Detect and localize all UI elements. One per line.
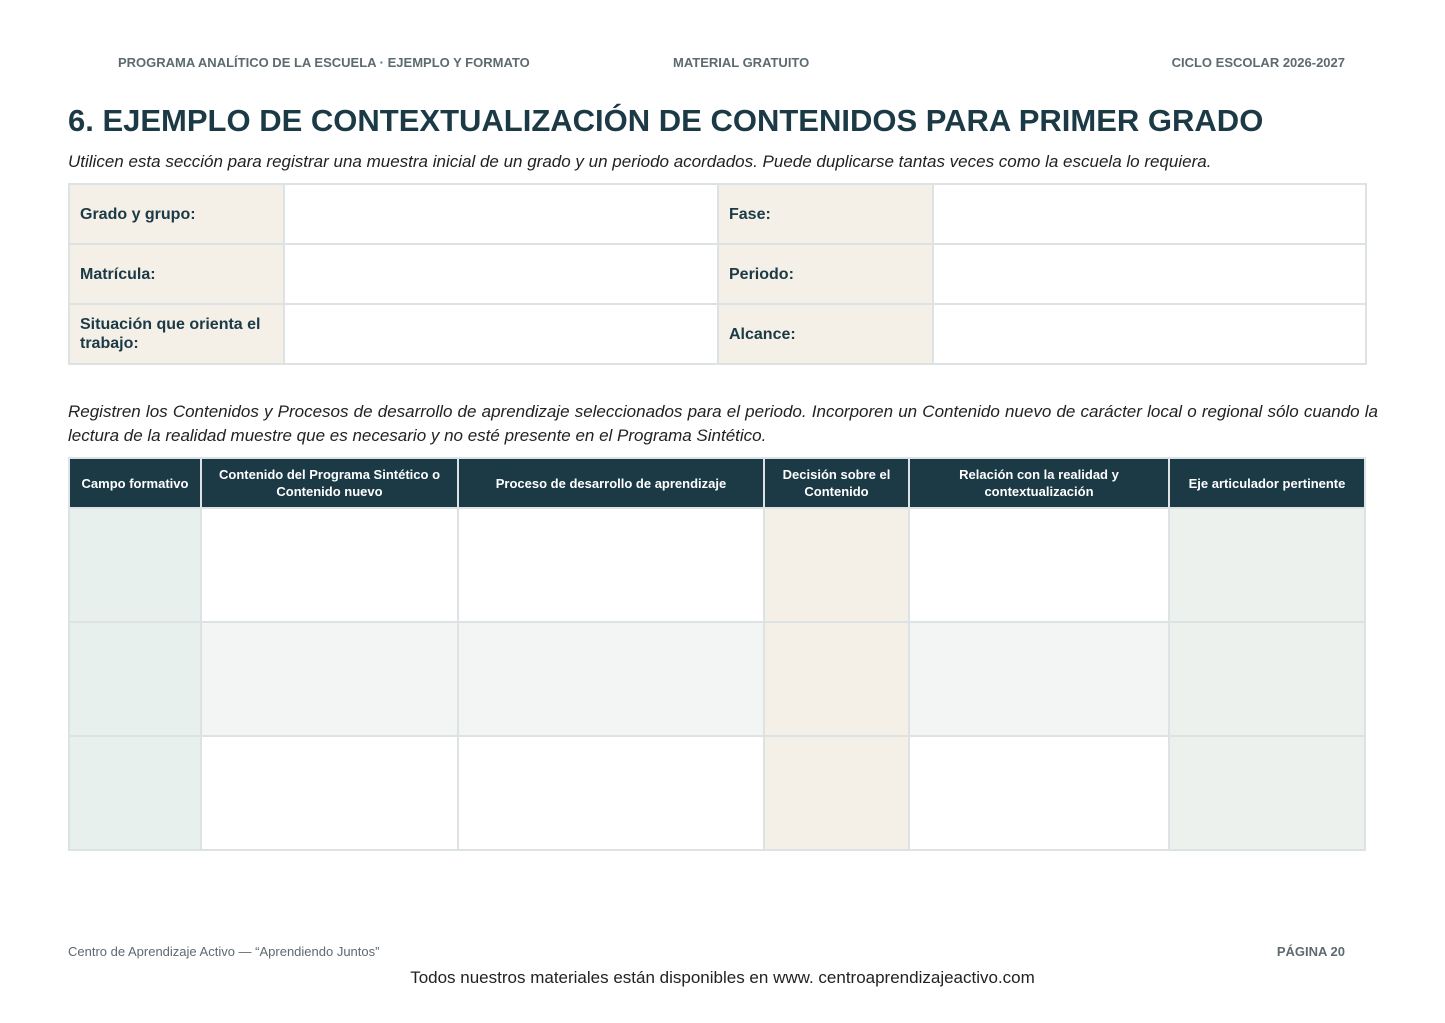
periodo-field[interactable] — [933, 244, 1366, 304]
page-subtitle: Utilicen esta sección para registrar una muestra inicial de un grado y un periodo acordados. Puede duplicarse tantas veces como la escuela lo requiera. — [68, 152, 1212, 171]
header-program-title: PROGRAMA ANALÍTICO DE LA ESCUELA · EJEMPLO Y FORMATO — [118, 55, 530, 70]
header-proceso: Proceso de desarrollo de aprendizaje — [458, 458, 764, 508]
header-contenido: Contenido del Programa Sintético o Contenido nuevo — [201, 458, 458, 508]
footer-website-note: Todos nuestros materiales están disponibles en www. centroaprendizajeactivo.com — [410, 968, 1035, 987]
cell-relacion[interactable] — [909, 622, 1169, 736]
instructions-text: Registren los Contenidos y Procesos de desarrollo de aprendizaje seleccionados para el periodo. Incorporen un Contenido nuevo de carácter local o regional sólo cuando la lectura de la realidad muestre que es necesario y no esté presente en el Programa Sintético. — [68, 402, 1378, 445]
situacion-label: Situación que orienta el trabajo: — [69, 304, 284, 364]
cell-contenido[interactable] — [201, 622, 458, 736]
grado-grupo-field[interactable] — [284, 184, 718, 244]
page-title: 6. EJEMPLO DE CONTEXTUALIZACIÓN DE CONTENIDOS PARA PRIMER GRADO — [68, 103, 1264, 138]
cell-contenido[interactable] — [201, 736, 458, 850]
grado-grupo-label: Grado y grupo: — [69, 184, 284, 244]
cell-proceso[interactable] — [458, 736, 764, 850]
cell-campo-formativo[interactable] — [69, 622, 201, 736]
cell-campo-formativo[interactable] — [69, 508, 201, 622]
periodo-label: Periodo: — [718, 244, 933, 304]
cell-proceso[interactable] — [458, 508, 764, 622]
alcance-field[interactable] — [933, 304, 1366, 364]
table-row — [69, 622, 1365, 736]
table-header-row — [69, 458, 1365, 508]
info-row-matricula — [69, 244, 1366, 304]
situacion-field[interactable] — [284, 304, 718, 364]
footer-page-number: PÁGINA 20 — [1276, 944, 1345, 959]
info-row-situacion — [69, 304, 1366, 364]
info-table — [68, 183, 1367, 365]
cell-decision[interactable] — [764, 508, 909, 622]
info-row-grado — [69, 184, 1366, 244]
header-school-year: CICLO ESCOLAR 2026-2027 — [1171, 55, 1345, 70]
cell-relacion[interactable] — [909, 736, 1169, 850]
header-campo-formativo: Campo formativo — [69, 458, 201, 508]
header-eje-articulador: Eje articulador pertinente — [1169, 458, 1365, 508]
table-row — [69, 508, 1365, 622]
header-free-material: MATERIAL GRATUITO — [673, 55, 810, 70]
cell-decision[interactable] — [764, 736, 909, 850]
matricula-field[interactable] — [284, 244, 718, 304]
cell-relacion[interactable] — [909, 508, 1169, 622]
cell-decision[interactable] — [764, 622, 909, 736]
cell-campo-formativo[interactable] — [69, 736, 201, 850]
cell-eje-articulador[interactable] — [1169, 736, 1365, 850]
header-relacion: Relación con la realidad y contextualización — [909, 458, 1169, 508]
table-row — [69, 736, 1365, 850]
footer-organization: Centro de Aprendizaje Activo — “Aprendiendo Juntos” — [68, 944, 380, 959]
matricula-label: Matrícula: — [69, 244, 284, 304]
alcance-label: Alcance: — [718, 304, 933, 364]
header-decision: Decisión sobre el Contenido — [764, 458, 909, 508]
cell-proceso[interactable] — [458, 622, 764, 736]
fase-label: Fase: — [718, 184, 933, 244]
cell-eje-articulador[interactable] — [1169, 508, 1365, 622]
cell-contenido[interactable] — [201, 508, 458, 622]
fase-field[interactable] — [933, 184, 1366, 244]
cell-eje-articulador[interactable] — [1169, 622, 1365, 736]
contextualization-table — [68, 457, 1366, 851]
page-header — [118, 55, 1345, 73]
